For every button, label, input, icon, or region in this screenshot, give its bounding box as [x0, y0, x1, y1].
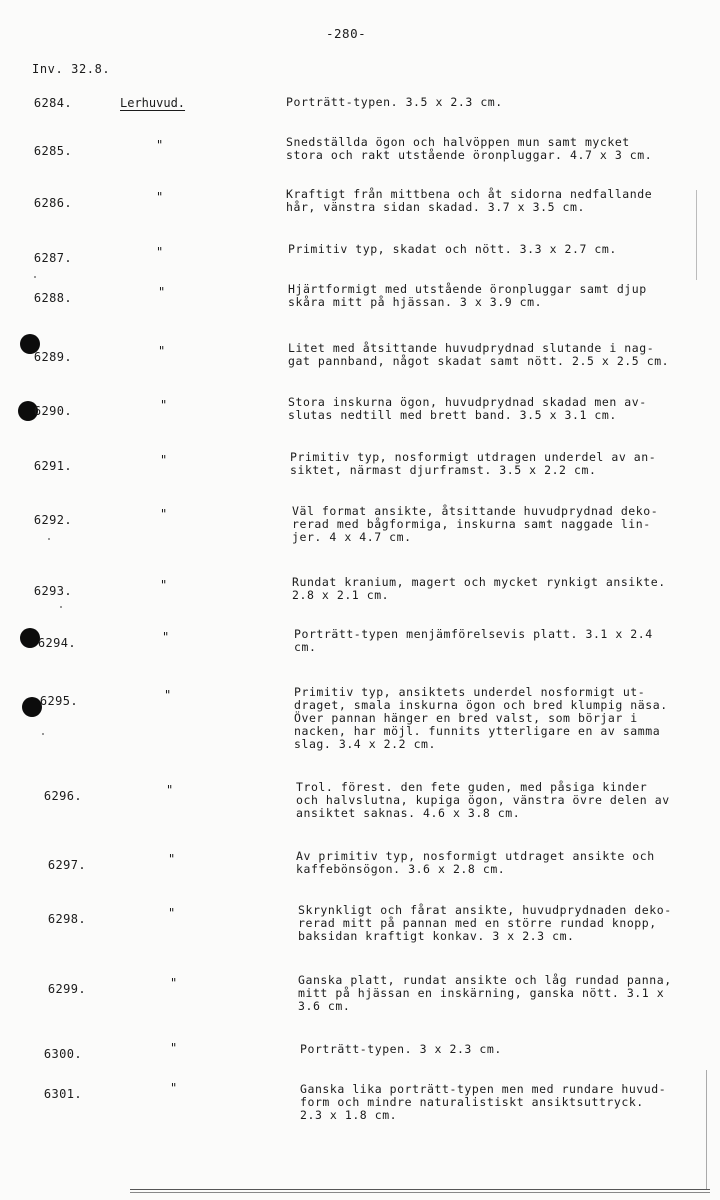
- catalog-number: 6301.: [43, 1087, 82, 1101]
- entry-description: [296, 850, 655, 876]
- catalog-number: 6293.: [33, 584, 72, 598]
- ditto-mark: ": [156, 245, 164, 259]
- description-line: slutas nedtill med brett band. 3.5 x 3.1 cm.: [288, 408, 617, 422]
- ditto-mark: ": [160, 507, 168, 521]
- description-line: gat pannband, något skadat samt nött. 2.5 x 2.5 cm.: [288, 354, 670, 368]
- catalog-number: 6298.: [47, 912, 86, 926]
- entry-description: [286, 188, 652, 214]
- page-number: -280-: [326, 26, 367, 41]
- ditto-mark: ": [170, 1041, 178, 1055]
- entry-description: [290, 451, 656, 477]
- entry-description: [288, 342, 669, 368]
- ditto-mark: ": [168, 852, 176, 866]
- ditto-mark: ": [158, 285, 166, 299]
- bottom-rule: [130, 1189, 710, 1190]
- description-line: rerad med bågformiga, inskurna samt naggade lin-: [292, 517, 651, 531]
- ditto-mark: ": [162, 630, 170, 644]
- description-line: 2.8 x 2.1 cm.: [292, 588, 390, 602]
- description-line: Kraftigt från mittbena och åt sidorna nedfallande: [286, 187, 653, 201]
- speck: [48, 538, 50, 540]
- description-line: skåra mitt på hjässan. 3 x 3.9 cm.: [288, 295, 543, 309]
- ditto-mark: ": [156, 138, 164, 152]
- catalog-number: 6289.: [33, 350, 72, 364]
- description-line: Väl format ansikte, åtsittande huvudprydnad deko-: [292, 504, 659, 518]
- description-line: slag. 3.4 x 2.2 cm.: [294, 737, 436, 751]
- description-line: Snedställda ögon och halvöppen mun samt mycket: [286, 135, 630, 149]
- description-line: kaffebönsögon. 3.6 x 2.8 cm.: [296, 862, 506, 876]
- description-line: siktet, närmast djurframst. 3.5 x 2.2 cm.: [290, 463, 597, 477]
- description-line: Skrynkligt och fårat ansikte, huvudprydnaden deko-: [298, 903, 672, 917]
- speck: [60, 606, 62, 608]
- description-line: Stora inskurna ögon, huvudprydnad skadad men av-: [288, 395, 647, 409]
- catalog-number: 6297.: [47, 858, 86, 872]
- entry-description: [294, 686, 668, 751]
- entry-description: [298, 974, 672, 1013]
- entry-description: [296, 781, 670, 820]
- scan-edge-mark: [706, 1070, 707, 1190]
- description-line: Porträtt-typen. 3.5 x 2.3 cm.: [286, 95, 503, 109]
- catalog-number: 6296.: [43, 789, 82, 803]
- catalog-number: 6284.: [33, 96, 72, 110]
- ditto-mark: ": [168, 906, 176, 920]
- ditto-mark: ": [160, 578, 168, 592]
- description-line: ansiktet saknas. 4.6 x 3.8 cm.: [296, 806, 521, 820]
- description-line: Av primitiv typ, nosformigt utdraget ansikte och: [296, 849, 655, 863]
- catalog-number: 6300.: [43, 1047, 82, 1061]
- entry-description: [292, 576, 666, 602]
- description-line: Ganska lika porträtt-typen men med rundare huvud-: [300, 1082, 667, 1096]
- catalog-number: 6288.: [33, 291, 72, 305]
- catalog-number: 6299.: [47, 982, 86, 996]
- catalog-number: 6286.: [33, 196, 72, 210]
- catalog-number: 6285.: [33, 144, 72, 158]
- description-line: draget, smala inskurna ögon och bred klumpig näsa.: [294, 698, 668, 712]
- ditto-mark: ": [164, 688, 172, 702]
- description-line: rerad mitt på pannan med en större rundad knopp,: [298, 916, 657, 930]
- entry-description: [298, 904, 672, 943]
- description-line: Porträtt-typen. 3 x 2.3 cm.: [300, 1042, 502, 1056]
- description-line: 3.6 cm.: [298, 999, 351, 1013]
- speck: [34, 276, 36, 278]
- ditto-mark: ": [170, 976, 178, 990]
- inventory-header: Inv. 32.8.: [32, 62, 111, 76]
- entry-description: [286, 96, 503, 109]
- description-line: hår, vänstra sidan skadad. 3.7 x 3.5 cm.: [286, 200, 585, 214]
- description-line: cm.: [294, 640, 317, 654]
- description-line: Litet med åtsittande huvudprydnad slutande i nag-: [288, 341, 655, 355]
- bottom-rule: [130, 1192, 710, 1193]
- catalog-number: 6295.: [39, 694, 78, 708]
- description-line: nacken, har möjl. funnits ytterligare en av samma: [294, 724, 661, 738]
- description-line: och halvslutna, kupiga ögon, vänstra övre delen av: [296, 793, 670, 807]
- description-line: stora och rakt utstående öronpluggar. 4.7 x 3 cm.: [286, 148, 653, 162]
- description-line: Primitiv typ, nosformigt utdragen underdel av an-: [290, 450, 657, 464]
- speck: [42, 733, 44, 735]
- description-line: Över pannan hänger en bred valst, som börjar i: [294, 711, 638, 725]
- entry-description: [288, 243, 617, 256]
- entry-description: [300, 1083, 666, 1122]
- entry-description: [288, 283, 647, 309]
- ditto-mark: ": [156, 190, 164, 204]
- catalog-number: 6292.: [33, 513, 72, 527]
- description-line: Hjärtformigt med utstående öronpluggar samt djup: [288, 282, 647, 296]
- scan-edge-mark: [696, 190, 697, 280]
- description-line: Primitiv typ, skadat och nött. 3.3 x 2.7 cm.: [288, 242, 617, 256]
- description-line: Porträtt-typen menjämförelsevis platt. 3.1 x 2.4: [294, 627, 653, 641]
- catalog-number: 6290.: [33, 404, 72, 418]
- description-line: Ganska platt, rundat ansikte och låg rundad panna,: [298, 973, 672, 987]
- entry-description: [288, 396, 647, 422]
- entry-description: [300, 1043, 502, 1056]
- description-line: mitt på hjässan en inskärning, ganska nött. 3.1 x: [298, 986, 665, 1000]
- ditto-mark: ": [160, 398, 168, 412]
- ditto-mark: ": [170, 1081, 178, 1095]
- catalog-number: 6291.: [33, 459, 72, 473]
- catalog-number: 6287.: [33, 251, 72, 265]
- description-line: Rundat kranium, magert och mycket rynkigt ansikte.: [292, 575, 666, 589]
- description-line: baksidan kraftigt konkav. 3 x 2.3 cm.: [298, 929, 575, 943]
- description-line: Primitiv typ, ansiktets underdel nosformigt ut-: [294, 685, 646, 699]
- description-line: Trol. förest. den fete guden, med påsiga kinder: [296, 780, 648, 794]
- entry-description: [294, 628, 653, 654]
- description-line: form och mindre naturalistiskt ansiktsuttryck.: [300, 1095, 644, 1109]
- entry-description: [292, 505, 658, 544]
- description-line: jer. 4 x 4.7 cm.: [292, 530, 412, 544]
- category-label: Lerhuvud.: [120, 96, 186, 110]
- description-line: 2.3 x 1.8 cm.: [300, 1108, 398, 1122]
- ditto-mark: ": [166, 783, 174, 797]
- ditto-mark: ": [160, 453, 168, 467]
- ditto-mark: ": [158, 344, 166, 358]
- catalog-number: 6294.: [37, 636, 76, 650]
- entry-description: [286, 136, 652, 162]
